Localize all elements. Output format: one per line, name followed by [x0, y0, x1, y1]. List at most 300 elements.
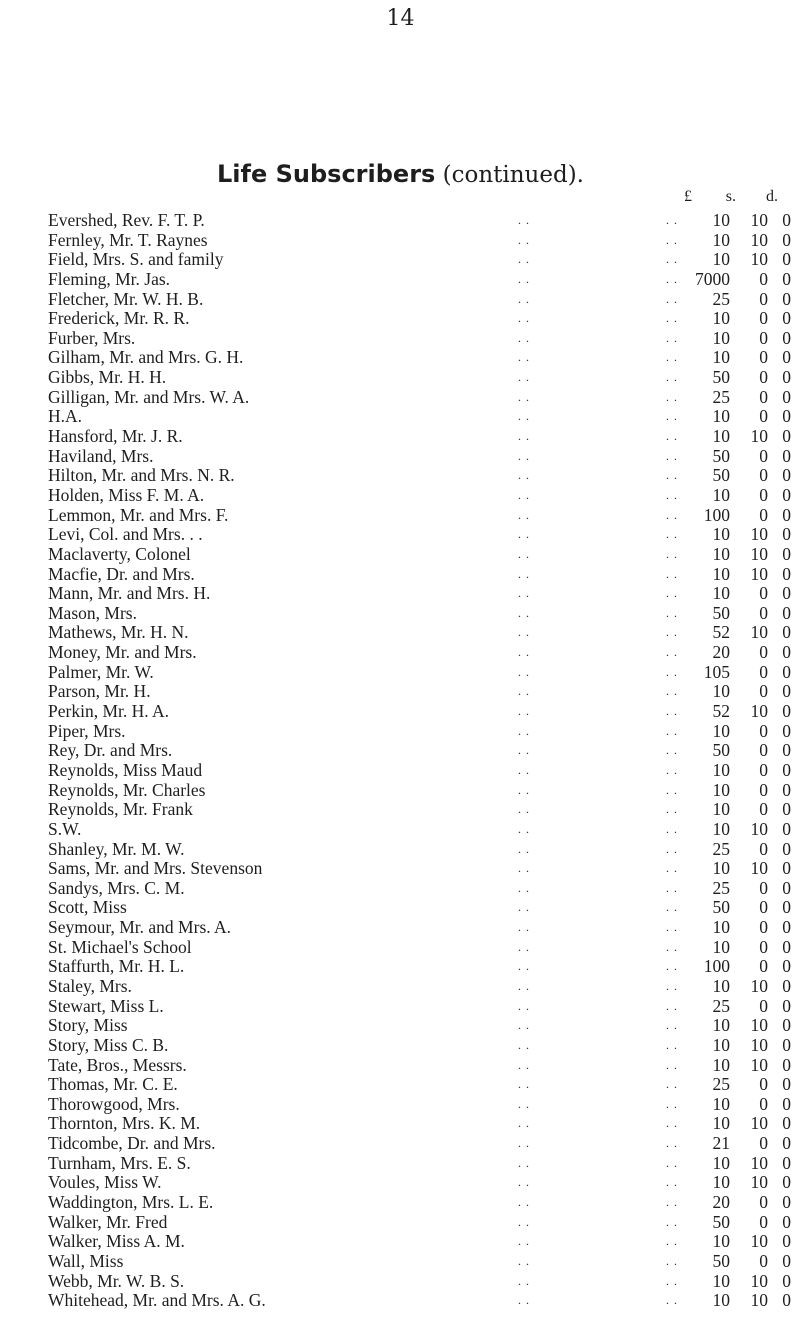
subscriber-name: Rey, Dr. and Mrs.: [48, 740, 173, 761]
subscriber-name: Thomas, Mr. C. E.: [48, 1074, 178, 1095]
amount-shillings: 0: [759, 1250, 768, 1271]
subscriber-row: [0, 1134, 801, 1154]
amount-shillings: 10: [750, 210, 768, 230]
amount-shillings: 0: [759, 661, 768, 682]
amount-pounds: 10: [712, 210, 730, 230]
subscriber-name: Story, Miss C. B.: [48, 1034, 169, 1055]
amount-pounds: 10: [712, 779, 730, 800]
shillings-column-header: s.: [725, 188, 736, 205]
subscriber-row: [0, 329, 801, 349]
pence-column-header: d.: [766, 188, 778, 205]
subscriber-name: Shanley, Mr. M. W.: [48, 838, 185, 859]
subscriber-name: Money, Mr. and Mrs.: [48, 642, 197, 663]
leader-dots: . .: [666, 330, 678, 345]
leader-dots: . .: [666, 978, 678, 993]
amount-pence: 0: [782, 249, 791, 270]
amount-shillings: 10: [750, 975, 768, 996]
amount-pence: 0: [782, 602, 791, 623]
leader-dots: . .: [666, 232, 678, 247]
subscriber-row: [0, 1056, 801, 1076]
amount-pence: 0: [782, 661, 791, 682]
leader-dots: . .: [518, 389, 530, 404]
amount-pence: 0: [782, 740, 791, 761]
amount-pence: 0: [782, 1211, 791, 1232]
leader-dots: . .: [666, 370, 678, 385]
leader-dots: . .: [666, 802, 678, 817]
leader-dots: . .: [666, 566, 678, 581]
amount-pounds: 10: [712, 426, 730, 447]
amount-shillings: 0: [759, 347, 768, 368]
subscriber-name: Hansford, Mr. J. R.: [48, 426, 183, 447]
amount-shillings: 0: [759, 740, 768, 761]
amount-pence: 0: [782, 543, 791, 564]
amount-pounds: 10: [712, 1015, 730, 1036]
leader-dots: . .: [666, 1293, 678, 1308]
leader-dots: . .: [666, 684, 678, 699]
amount-shillings: 0: [759, 367, 768, 388]
leader-dots: . .: [518, 252, 530, 267]
subscriber-name: Mason, Mrs.: [48, 602, 137, 623]
leader-dots: . .: [666, 861, 678, 876]
subscriber-row: [0, 388, 801, 408]
title-continued: (continued).: [435, 162, 584, 188]
leader-dots: . .: [518, 586, 530, 601]
amount-shillings: 10: [750, 858, 768, 879]
subscriber-row: [0, 977, 801, 997]
leader-dots: . .: [666, 1037, 678, 1052]
amount-pounds: 25: [712, 386, 730, 407]
amount-pounds: 10: [712, 1113, 730, 1134]
amount-pence: 0: [782, 1231, 791, 1252]
amount-pence: 0: [782, 681, 791, 702]
leader-dots: . .: [518, 350, 530, 365]
subscriber-row: [0, 741, 801, 761]
leader-dots: . .: [518, 998, 530, 1013]
subscriber-name: Macfie, Dr. and Mrs.: [48, 563, 195, 584]
subscriber-row: [0, 682, 801, 702]
subscriber-row: [0, 545, 801, 565]
leader-dots: . .: [666, 625, 678, 640]
amount-shillings: 10: [750, 1231, 768, 1252]
amount-pounds: 10: [712, 327, 730, 348]
subscriber-name: Perkin, Mr. H. A.: [48, 701, 170, 722]
subscriber-name: Evershed, Rev. F. T. P.: [48, 210, 205, 230]
amount-shillings: 0: [759, 386, 768, 407]
currency-column-header: [650, 188, 798, 210]
leader-dots: . .: [666, 645, 678, 660]
amount-pence: 0: [782, 504, 791, 525]
title-bold: Life Subscribers: [217, 160, 436, 188]
amount-pounds: 10: [712, 583, 730, 604]
subscriber-row: [0, 368, 801, 388]
leader-dots: . .: [518, 664, 530, 679]
subscriber-row: [0, 918, 801, 938]
amount-pence: 0: [782, 1113, 791, 1134]
subscriber-name: Stewart, Miss L.: [48, 995, 164, 1016]
amount-pounds: 25: [712, 995, 730, 1016]
leader-dots: . .: [666, 1175, 678, 1190]
leader-dots: . .: [518, 1273, 530, 1288]
leader-dots: . .: [518, 1096, 530, 1111]
leader-dots: . .: [666, 252, 678, 267]
subscriber-name: Parson, Mr. H.: [48, 681, 151, 702]
leader-dots: . .: [666, 841, 678, 856]
subscriber-name: Levi, Col. and Mrs. . .: [48, 524, 203, 545]
amount-pence: 0: [782, 465, 791, 486]
amount-pounds: 52: [712, 622, 730, 643]
subscriber-row: [0, 1114, 801, 1134]
subscriber-name: Staffurth, Mr. H. L.: [48, 956, 185, 977]
amount-pence: 0: [782, 975, 791, 996]
leader-dots: . .: [518, 861, 530, 876]
leader-dots: . .: [518, 880, 530, 895]
leader-dots: . .: [666, 821, 678, 836]
leader-dots: . .: [518, 920, 530, 935]
amount-shillings: 0: [759, 1093, 768, 1114]
amount-pounds: 20: [712, 1192, 730, 1213]
amount-shillings: 0: [759, 799, 768, 820]
amount-shillings: 10: [750, 249, 768, 270]
leader-dots: . .: [666, 527, 678, 542]
leader-dots: . .: [666, 1253, 678, 1268]
amount-shillings: 0: [759, 308, 768, 329]
subscriber-name: Staley, Mrs.: [48, 975, 132, 996]
leader-dots: . .: [666, 664, 678, 679]
subscriber-name: St. Michael's School: [48, 936, 192, 957]
amount-pounds: 10: [712, 484, 730, 505]
leader-dots: . .: [518, 1214, 530, 1229]
leader-dots: . .: [666, 1116, 678, 1131]
leader-dots: . .: [518, 487, 530, 502]
subscriber-row: [0, 466, 801, 486]
amount-pence: 0: [782, 995, 791, 1016]
subscriber-name: Story, Miss: [48, 1015, 128, 1036]
amount-pence: 0: [782, 1192, 791, 1213]
leader-dots: . .: [666, 1077, 678, 1092]
leader-dots: . .: [666, 1155, 678, 1170]
amount-shillings: 10: [750, 1270, 768, 1291]
amount-pence: 0: [782, 642, 791, 663]
leader-dots: . .: [666, 1136, 678, 1151]
subscriber-row: [0, 1272, 801, 1292]
subscriber-name: Voules, Miss W.: [48, 1172, 162, 1193]
subscriber-name: Mathews, Mr. H. N.: [48, 622, 189, 643]
leader-dots: . .: [518, 625, 530, 640]
amount-pounds: 10: [712, 1034, 730, 1055]
subscriber-row: [0, 290, 801, 310]
amount-pence: 0: [782, 779, 791, 800]
leader-dots: . .: [518, 743, 530, 758]
leader-dots: . .: [518, 1057, 530, 1072]
amount-pounds: 10: [712, 1231, 730, 1252]
amount-shillings: 10: [750, 1290, 768, 1311]
amount-pence: 0: [782, 210, 791, 230]
subscriber-row: [0, 623, 801, 643]
leader-dots: . .: [518, 546, 530, 561]
amount-shillings: 0: [759, 406, 768, 427]
leader-dots: . .: [518, 1195, 530, 1210]
subscriber-row: [0, 781, 801, 801]
amount-pounds: 10: [712, 1152, 730, 1173]
leader-dots: . .: [518, 566, 530, 581]
subscriber-row: [0, 702, 801, 722]
amount-shillings: 10: [750, 426, 768, 447]
subscriber-row: [0, 1193, 801, 1213]
subscriber-row: [0, 1016, 801, 1036]
amount-shillings: 0: [759, 1192, 768, 1213]
amount-shillings: 0: [759, 445, 768, 466]
amount-pounds: 25: [712, 288, 730, 309]
leader-dots: . .: [666, 409, 678, 424]
amount-pence: 0: [782, 701, 791, 722]
amount-shillings: 10: [750, 1015, 768, 1036]
pounds-column-header: £: [684, 188, 692, 205]
amount-pounds: 10: [712, 524, 730, 545]
leader-dots: . .: [666, 1018, 678, 1033]
subscriber-name: Fernley, Mr. T. Raynes: [48, 229, 208, 250]
leader-dots: . .: [518, 1077, 530, 1092]
subscriber-name: Fletcher, Mr. W. H. B.: [48, 288, 204, 309]
subscriber-name: Holden, Miss F. M. A.: [48, 484, 205, 505]
amount-pence: 0: [782, 445, 791, 466]
subscriber-row: [0, 427, 801, 447]
amount-pence: 0: [782, 622, 791, 643]
subscriber-name: Gilham, Mr. and Mrs. G. H.: [48, 347, 244, 368]
amount-pence: 0: [782, 524, 791, 545]
leader-dots: . .: [518, 704, 530, 719]
subscriber-name: Gilligan, Mr. and Mrs. W. A.: [48, 386, 250, 407]
leader-dots: . .: [666, 880, 678, 895]
amount-pounds: 20: [712, 642, 730, 663]
leader-dots: . .: [518, 959, 530, 974]
amount-shillings: 0: [759, 759, 768, 780]
leader-dots: . .: [518, 1116, 530, 1131]
leader-dots: . .: [666, 586, 678, 601]
subscriber-name: Walker, Miss A. M.: [48, 1231, 185, 1252]
amount-pence: 0: [782, 563, 791, 584]
amount-pence: 0: [782, 897, 791, 918]
subscriber-row: [0, 486, 801, 506]
amount-pence: 0: [782, 917, 791, 938]
amount-pence: 0: [782, 1015, 791, 1036]
amount-shillings: 10: [750, 622, 768, 643]
amount-pounds: 10: [712, 249, 730, 270]
subscriber-name: Tate, Bros., Messrs.: [48, 1054, 187, 1075]
page-number: 14: [386, 6, 415, 31]
amount-pence: 0: [782, 583, 791, 604]
subscriber-name: Furber, Mrs.: [48, 327, 136, 348]
leader-dots: . .: [518, 409, 530, 424]
subscriber-name: Sandys, Mrs. C. M.: [48, 877, 185, 898]
amount-shillings: 0: [759, 838, 768, 859]
amount-pounds: 10: [712, 681, 730, 702]
leader-dots: . .: [666, 762, 678, 777]
leader-dots: . .: [666, 998, 678, 1013]
amount-pounds: 10: [712, 720, 730, 741]
amount-pence: 0: [782, 426, 791, 447]
amount-pounds: 105: [703, 661, 730, 682]
amount-pounds: 50: [712, 897, 730, 918]
amount-pounds: 10: [712, 759, 730, 780]
leader-dots: . .: [518, 291, 530, 306]
leader-dots: . .: [518, 762, 530, 777]
subscriber-name: S.W.: [48, 818, 82, 839]
subscriber-row: [0, 1173, 801, 1193]
leader-dots: . .: [518, 429, 530, 444]
amount-pence: 0: [782, 936, 791, 957]
amount-pence: 0: [782, 818, 791, 839]
subscriber-name: Lemmon, Mr. and Mrs. F.: [48, 504, 229, 525]
amount-pence: 0: [782, 347, 791, 368]
amount-pence: 0: [782, 367, 791, 388]
amount-pence: 0: [782, 288, 791, 309]
leader-dots: . .: [666, 429, 678, 444]
amount-pounds: 50: [712, 1211, 730, 1232]
leader-dots: . .: [666, 1096, 678, 1111]
amount-pence: 0: [782, 1290, 791, 1311]
leader-dots: . .: [518, 645, 530, 660]
amount-pounds: 10: [712, 1172, 730, 1193]
subscriber-name: Scott, Miss: [48, 897, 127, 918]
subscriber-row: [0, 938, 801, 958]
leader-dots: . .: [666, 389, 678, 404]
page-title: [0, 160, 801, 188]
subscriber-row: [0, 722, 801, 742]
subscriber-list: [0, 211, 801, 1311]
amount-pounds: 10: [712, 818, 730, 839]
amount-shillings: 10: [750, 524, 768, 545]
amount-pounds: 50: [712, 445, 730, 466]
amount-pounds: 50: [712, 1250, 730, 1271]
amount-pounds: 7000: [695, 268, 730, 289]
leader-dots: . .: [518, 311, 530, 326]
subscriber-row: [0, 525, 801, 545]
subscriber-row: [0, 250, 801, 270]
amount-shillings: 0: [759, 268, 768, 289]
amount-pounds: 10: [712, 563, 730, 584]
amount-pence: 0: [782, 956, 791, 977]
amount-shillings: 0: [759, 465, 768, 486]
leader-dots: . .: [666, 723, 678, 738]
amount-shillings: 0: [759, 583, 768, 604]
subscriber-name: Piper, Mrs.: [48, 720, 126, 741]
amount-shillings: 0: [759, 642, 768, 663]
subscriber-row: [0, 565, 801, 585]
amount-pence: 0: [782, 1250, 791, 1271]
amount-pence: 0: [782, 1152, 791, 1173]
amount-pounds: 10: [712, 543, 730, 564]
leader-dots: . .: [518, 1037, 530, 1052]
subscriber-name: Turnham, Mrs. E. S.: [48, 1152, 191, 1173]
leader-dots: . .: [518, 1175, 530, 1190]
leader-dots: . .: [666, 1195, 678, 1210]
amount-pounds: 25: [712, 877, 730, 898]
amount-shillings: 0: [759, 484, 768, 505]
amount-pounds: 10: [712, 858, 730, 879]
leader-dots: . .: [518, 841, 530, 856]
amount-shillings: 0: [759, 681, 768, 702]
subscriber-name: Walker, Mr. Fred: [48, 1211, 168, 1232]
leader-dots: . .: [666, 448, 678, 463]
subscriber-name: Field, Mrs. S. and family: [48, 249, 224, 270]
amount-shillings: 0: [759, 936, 768, 957]
amount-pounds: 10: [712, 1270, 730, 1291]
leader-dots: . .: [518, 448, 530, 463]
amount-pounds: 50: [712, 740, 730, 761]
subscriber-row: [0, 604, 801, 624]
amount-shillings: 10: [750, 1152, 768, 1173]
subscriber-row: [0, 898, 801, 918]
amount-shillings: 0: [759, 504, 768, 525]
subscriber-row: [0, 231, 801, 251]
amount-shillings: 10: [750, 1034, 768, 1055]
subscriber-name: Gibbs, Mr. H. H.: [48, 367, 167, 388]
amount-pounds: 10: [712, 1290, 730, 1311]
leader-dots: . .: [518, 271, 530, 286]
subscriber-row: [0, 840, 801, 860]
amount-pence: 0: [782, 720, 791, 741]
subscriber-name: Seymour, Mr. and Mrs. A.: [48, 917, 232, 938]
amount-pounds: 10: [712, 799, 730, 820]
leader-dots: . .: [666, 939, 678, 954]
amount-shillings: 10: [750, 229, 768, 250]
amount-shillings: 0: [759, 897, 768, 918]
leader-dots: . .: [666, 704, 678, 719]
amount-pounds: 10: [712, 308, 730, 329]
amount-pence: 0: [782, 406, 791, 427]
subscriber-name: Frederick, Mr. R. R.: [48, 308, 190, 329]
amount-pence: 0: [782, 858, 791, 879]
amount-pence: 0: [782, 1034, 791, 1055]
leader-dots: . .: [518, 1293, 530, 1308]
amount-pence: 0: [782, 308, 791, 329]
amount-shillings: 10: [750, 1054, 768, 1075]
subscriber-row: [0, 506, 801, 526]
leader-dots: . .: [666, 1234, 678, 1249]
leader-dots: . .: [666, 1273, 678, 1288]
subscriber-name: Mann, Mr. and Mrs. H.: [48, 583, 211, 604]
amount-pence: 0: [782, 1172, 791, 1193]
leader-dots: . .: [518, 978, 530, 993]
subscriber-row: [0, 859, 801, 879]
leader-dots: . .: [666, 546, 678, 561]
subscriber-row: [0, 1232, 801, 1252]
leader-dots: . .: [518, 527, 530, 542]
subscriber-row: [0, 663, 801, 683]
subscriber-row: [0, 211, 801, 231]
subscriber-name: Fleming, Mr. Jas.: [48, 268, 171, 289]
subscriber-name: Wall, Miss: [48, 1250, 124, 1271]
amount-shillings: 0: [759, 720, 768, 741]
subscriber-name: Reynolds, Miss Maud: [48, 759, 203, 780]
subscriber-name: Reynolds, Mr. Charles: [48, 779, 206, 800]
leader-dots: . .: [666, 350, 678, 365]
subscriber-row: [0, 270, 801, 290]
amount-shillings: 10: [750, 563, 768, 584]
subscriber-row: [0, 1154, 801, 1174]
subscriber-row: [0, 1075, 801, 1095]
subscriber-row: [0, 407, 801, 427]
subscriber-row: [0, 997, 801, 1017]
amount-pounds: 10: [712, 1054, 730, 1075]
amount-shillings: 0: [759, 917, 768, 938]
leader-dots: . .: [518, 723, 530, 738]
amount-pounds: 21: [712, 1133, 730, 1154]
subscriber-row: [0, 1036, 801, 1056]
leader-dots: . .: [666, 959, 678, 974]
amount-pounds: 10: [712, 229, 730, 250]
subscriber-name: Tidcombe, Dr. and Mrs.: [48, 1133, 216, 1154]
